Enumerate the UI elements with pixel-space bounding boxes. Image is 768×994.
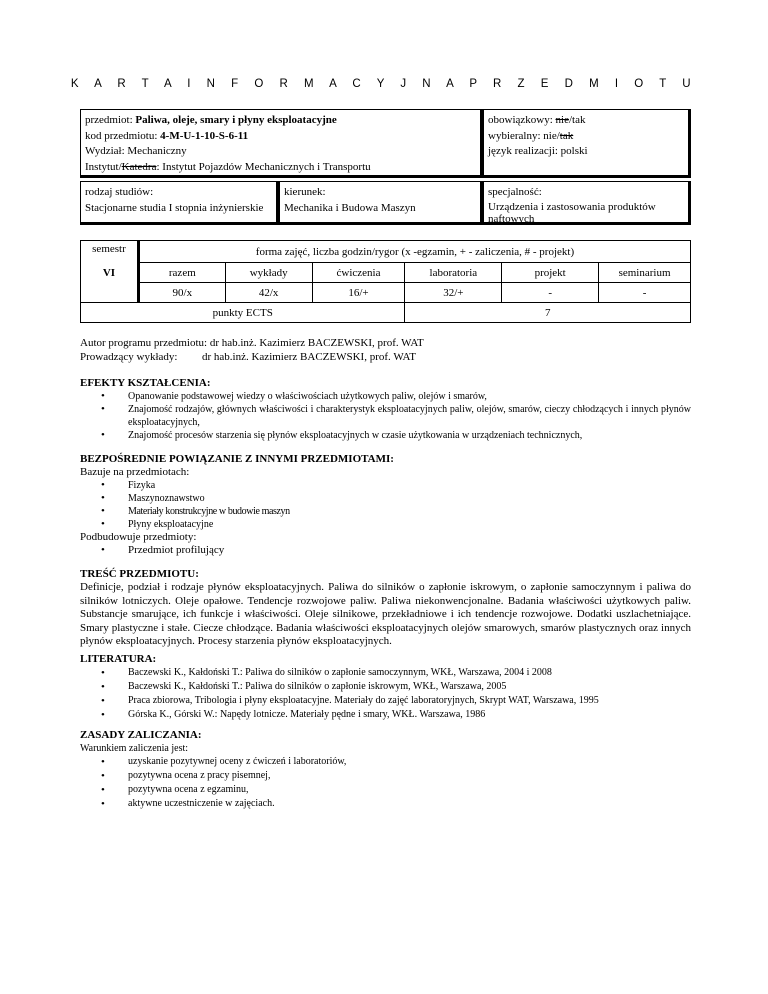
language-line: język realizacji: polski — [488, 145, 588, 157]
document-title: K A R T A I N F O R M A C Y J N A P R Z E D M I O T U — [70, 78, 698, 90]
rules-list — [80, 755, 691, 811]
content-text: Definicje, podział i rodzaje płynów eksploatacyjnych. Paliwa do silników o zapłonie iskrowym, o zapłonie samoczynnym i paliwa do silników lotniczych. Oleje opałowe. Tendencje rozwojowe paliw. Paliwa niekonwencjonalne. Badania właściwości użytkowych paliw. Substancje smarujące, ich funkcje i właściwości. Oleje silnikowe, przekładniowe i ich tendencje rozwojowe. Dodatki uszlachetniające. Smary plastyczne i stałe. Ciecze chłodzące. Badania właściwości eksploatacyjnych olejów smarowych, smarów plastycznych oraz innych płynów eksploatacyjnych. Procesy starzenia płynów eksploatacyjnych. — [80, 581, 691, 647]
subject-info-box — [80, 109, 483, 178]
relations-section — [80, 452, 691, 557]
ects-label: punkty ECTS — [81, 303, 405, 323]
rules-section — [80, 728, 691, 811]
column-header: wykłady — [225, 263, 312, 283]
list-item: • Znajomość procesów starzenia się płynów eksploatacyjnych w czasie użytkowania w urządzeniach technicznych, — [80, 429, 691, 442]
list-item: • pozytywna ocena z egzaminu, — [80, 783, 691, 797]
list-item: • aktywne uczestniczenie w zajęciach. — [80, 797, 691, 811]
hours-value: 32/+ — [405, 283, 502, 303]
list-item: • Fizyka — [80, 479, 691, 492]
mandatory-rest: /tak — [568, 114, 586, 126]
field-box — [279, 181, 483, 225]
column-header: projekt — [502, 263, 599, 283]
list-item: • uzyskanie pozytywnej oceny z ćwiczeń i laboratoriów, — [80, 755, 691, 769]
subject-value: Paliwa, oleje, smary i płyny eksploatacyjne — [135, 114, 337, 126]
code-label: kod przedmiotu: — [85, 129, 161, 142]
study-type-box — [80, 181, 279, 225]
list-item: • Praca zbiorowa, Tribologia i płyny eksploatacyjne. Materiały do zajęć laboratoryjnych, Skrypt WAT, Warszawa, 1995 — [80, 694, 691, 708]
effects-section — [80, 376, 691, 442]
column-header: laboratoria — [405, 263, 502, 283]
institute-prefix: Instytut/ — [85, 160, 122, 173]
form-heading: forma zajęć, liczba godzin/rygor (x -egzamin, + - zaliczenia, # - projekt) — [138, 241, 690, 263]
builds-on-list — [80, 544, 691, 557]
hours-value: 42/x — [225, 283, 312, 303]
faculty-line: Wydział: Mechaniczny — [85, 145, 187, 157]
list-item: • Opanowanie podstawowej wiedzy o właściwościach użytkowych paliw, olejów i smarów, — [80, 390, 691, 403]
semester-cell — [81, 241, 139, 303]
list-item: • Znajomość rodzajów, głównych właściwości i charakterystyk eksploatacyjnych paliw, olejów, smarów, cieczy chłodzących i innych płynów eksploatacyjnych, — [80, 403, 691, 429]
literature-list — [80, 666, 691, 722]
lecturer-label: Prowadzący wykłady: — [80, 351, 178, 363]
specialty-label: specjalność: — [488, 186, 542, 198]
study-type-label: rodzaj studiów: — [85, 186, 154, 198]
lecturer-line — [80, 350, 424, 364]
code-value: 4-M-U-1-10-S-6-11 — [160, 129, 249, 142]
hours-value: 16/+ — [312, 283, 405, 303]
author-line: Autor programu przedmiotu: dr hab.inż. Kazimierz BACZEWSKI, prof. WAT — [80, 337, 424, 349]
list-item: • Górska K., Górski W.: Napędy lotnicze. Materiały pędne i smary, WKŁ. Warszawa, 1986 — [80, 708, 691, 722]
requirement-box — [483, 109, 691, 178]
column-header: razem — [138, 263, 225, 283]
institute-line — [85, 160, 476, 176]
lecturer-value: dr hab.inż. Kazimierz BACZEWSKI, prof. WAT — [202, 351, 416, 363]
mandatory-line — [488, 113, 684, 129]
rules-intro: Warunkiem zaliczenia jest: — [80, 743, 189, 754]
effects-list — [80, 390, 691, 442]
literature-section — [80, 652, 691, 722]
course-form-table — [80, 240, 691, 323]
list-item: • Płyny eksploatacyjne — [80, 518, 691, 531]
specialty-value: Urządzenia i zastosowania produktów naftowych — [488, 200, 656, 225]
author-section — [80, 336, 424, 364]
literature-heading: LITERATURA: — [80, 653, 157, 665]
based-on-label: Bazuje na przedmiotach: — [80, 466, 190, 478]
list-item: • Baczewski K., Kałdoński T.: Paliwa do silników o zapłonie iskrowym, WKŁ, Warszawa, 2005 — [80, 680, 691, 694]
builds-on-label: Podbudowuje przedmioty: — [80, 531, 197, 543]
content-heading: TREŚĆ PRZEDMIOTU: — [80, 568, 199, 580]
relations-heading: BEZPOŚREDNIE POWIĄZANIE Z INNYMI PRZEDMIOTAMI: — [80, 453, 394, 465]
content-section — [80, 567, 691, 649]
subject-line — [85, 113, 476, 129]
column-header: seminarium — [599, 263, 691, 283]
list-item: • Materiały konstrukcyjne w budowie maszyn — [80, 505, 691, 518]
mandatory-strike: nie — [555, 114, 569, 126]
study-type-value: Stacjonarne studia I stopnia inżynierskie — [85, 201, 264, 214]
institute-value: : Instytut Pojazdów Mechanicznych i Transportu — [156, 160, 371, 173]
field-label: kierunek: — [284, 186, 326, 198]
semester-label: semestr — [92, 243, 126, 255]
list-item: • Przedmiot profilujący — [80, 544, 691, 557]
subject-label: przedmiot: — [85, 114, 136, 126]
mandatory-label: obowiązkowy: — [488, 114, 556, 126]
hours-value: - — [502, 283, 599, 303]
elective-label: wybieralny: nie/ — [488, 129, 560, 142]
rules-heading: ZASADY ZALICZANIA: — [80, 729, 202, 741]
code-line — [85, 129, 476, 145]
column-header: ćwiczenia — [312, 263, 405, 283]
based-on-list — [80, 479, 691, 531]
elective-strike: tak — [559, 129, 574, 142]
effects-heading: EFEKTY KSZTAŁCENIA: — [80, 377, 211, 389]
elective-line — [488, 129, 684, 145]
semester-value: VI — [102, 267, 116, 279]
ects-value: 7 — [405, 303, 691, 323]
list-item: • Maszynoznawstwo — [80, 492, 691, 505]
list-item: • Baczewski K., Kałdoński T.: Paliwa do silników o zapłonie samoczynnym, WKŁ, Warszawa, 2004 i 2008 — [80, 666, 691, 680]
field-value: Mechanika i Budowa Maszyn — [284, 201, 416, 214]
hours-value: 90/x — [138, 283, 225, 303]
institute-strike: Katedra — [121, 160, 157, 173]
hours-value: - — [599, 283, 691, 303]
list-item: • pozytywna ocena z pracy pisemnej, — [80, 769, 691, 783]
specialty-box — [483, 181, 691, 225]
